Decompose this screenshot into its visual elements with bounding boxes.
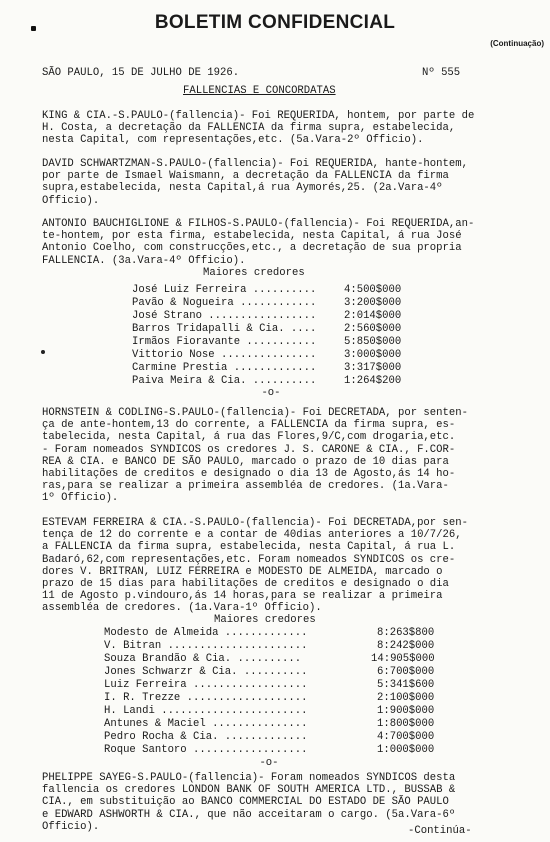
page-title: BOLETIM CONFIDENCIAL [154,12,396,33]
entry-line: Badaró,62,com representações,etc. Foram nomeados SYNDICOS os cre- [42,553,456,566]
entry-estevam-ferreira [42,517,542,615]
creditor-name: Modesto de Almeida ............. [104,627,308,639]
creditor-amount: 5:341$600 [377,679,435,691]
creditor-amount: 8:263$800 [377,627,435,639]
entry-line: ça de ante-hontem,13 do corrente, a FALLENCIA da firma supra, es- [42,419,456,432]
creditor-name: H. Landi ....................... [104,705,308,717]
section-separator: -o- [261,387,281,399]
entry-line: HORNSTEIN & CODLING-S.PAULO-(fallencia)- Foi DECRETADA, por senten- [42,407,468,419]
entry-hornstein-codling [42,407,542,505]
creditor-name: Vittorio Nose ............... [132,349,317,361]
creditor-name: Souza Brandão & Cia. .......... [104,653,302,665]
entry-phelippe-sayeg [42,772,542,833]
entry-line: 1º Officio). [42,492,119,505]
creditor-name: V. Bitran ...................... [104,640,308,652]
section-heading: FALLENCIAS E CONCORDATAS [183,85,336,97]
entry-line: Officio). [42,820,100,833]
entry-king-cia [42,110,542,147]
creditor-amount: 3:200$000 [344,297,402,309]
continues-note: -Continúa- [408,825,472,837]
creditor-name: José Luiz Ferreira .......... [132,284,317,296]
entry-line: fallencia os credores LONDON BANK OF SOUTH AMERICA LTD., BUSSAB & [42,784,456,797]
creditor-name: Luiz Ferreira .................. [104,679,308,691]
creditor-amount: 8:242$000 [377,640,435,652]
bulletin-number: Nº 555 [422,67,461,79]
creditor-amount: 4:500$000 [344,284,402,296]
creditor-name: Pavão & Nogueira ............ [132,297,317,309]
entry-line: - Foram nomeados SYNDICOS os credores J. S. CARONE & CIA., F.COR- [42,443,456,456]
creditor-amount: 1:800$000 [377,718,435,730]
entry-line: supra,estabelecida, nesta Capital,á rua Aymorés,25. (2a.Vara-4º [42,182,443,195]
entry-line: FALLENCIA. (3a.Vara-4º Officio). [42,254,246,267]
entry-line: dores V. BRITRAN, LUIZ FERREIRA e MODESTO DE ALMEIDA, marcado o [42,565,443,578]
ink-dot [41,350,45,354]
creditor-amount: 2:100$000 [377,692,435,704]
entry-line: a FALLENCIA da firma supra, estabelecida, nesta Capital, á rua L. [42,541,456,554]
creditors-heading: Maiores credores [203,267,305,279]
creditor-name: Roque Santoro .................. [104,744,308,756]
entry-line: 11 de Agosto p.vindouro,ás 14 horas,para se realizar a primeira [42,590,443,603]
creditor-amount: 2:014$000 [344,310,402,322]
entry-line: por parte de Ismael Waismann, a decretação da FALLENCIA da firma [42,170,449,183]
creditor-name: Barros Tridapalli & Cia. .... [132,323,317,335]
creditor-name: Carmine Prestia ............. [132,362,317,374]
entry-line: tença de 12 do corrente e a contar de 40dias anteriores a 10/7/26, [42,529,462,542]
section-separator: -o- [259,757,279,769]
entry-line: PHELIPPE SAYEG-S.PAULO-(fallencia)- Foram nomeados SYNDICOS desta [42,772,456,784]
creditor-name: José Strano ................. [132,310,317,322]
creditor-amount: 14:905$000 [371,653,435,665]
entry-line: habilitações de creditos e designado o dia 13 de Agosto,ás 14 ho- [42,468,456,481]
entry-line: KING & CIA.-S.PAULO-(fallencia)- Foi REQUERIDA, hontem, por parte de [42,110,475,122]
entry-line: prazo de 15 dias para habilitações de creditos e designado o dia [42,578,449,591]
creditor-name: Antunes & Maciel ............... [104,718,308,730]
entry-line: Antonio Coelho, com construcções,etc., a decretação de sua propria [42,242,462,255]
entry-line: ras,para se realizar a primeira assembléa de credores. (1a.Vara- [42,480,449,493]
creditor-amount: 4:700$000 [377,731,435,743]
creditor-name: Pedro Rocha & Cia. ............. [104,731,308,743]
creditor-amount: 3:317$000 [344,362,402,374]
entry-line: REA & CIA. e BANCO DE SÃO PAULO, marcado o prazo de 10 dias para [42,455,449,468]
creditor-amount: 3:000$000 [344,349,402,361]
creditor-amount: 5:850$000 [344,336,402,348]
continuation-note: (Continuação) [490,39,544,48]
creditors-heading: Maiores credores [214,614,316,626]
entry-line: DAVID SCHWARTZMAN-S.PAULO-(fallencia)- Foi REQUERIDA, hante-hontem, [42,158,468,170]
entry-line: ESTEVAM FERREIRA & CIA.-S.PAULO-(fallencia)- Foi DECRETADA,por sen- [42,517,468,529]
entry-line: Officio). [42,194,100,207]
creditor-name: Paiva Meira & Cia. .......... [132,375,317,387]
creditor-amount: 2:560$000 [344,323,402,335]
entry-line: te-hontem, por esta firma, estabelecida, nesta Capital, á rua José [42,230,462,243]
entry-line: ANTONIO BAUCHIGLIONE & FILHOS-S.PAULO-(fallencia)- Foi REQUERIDA,an- [42,218,475,230]
creditor-name: Irmãos Fioravante ........... [132,336,317,348]
entry-line: tabelecida, nesta Capital, á rua das Flores,9/C,com drogaria,etc. [42,431,456,444]
creditor-amount: 1:264$200 [344,375,402,387]
creditor-amount: 1:900$000 [377,705,435,717]
entry-line: H. Costa, a decretação da FALLENCIA da firma supra, estabelecida, [42,122,456,135]
creditor-amount: 1:000$000 [377,744,435,756]
entry-line: assembléa de credores. (1a.Vara-1º Officio). [42,602,322,615]
creditor-amount: 6:700$000 [377,666,435,678]
date-line: SÃO PAULO, 15 DE JULHO DE 1926. [42,67,240,79]
entry-line: CIA., em substituição ao BANCO COMMERCIAL DO ESTADO DE SÃO PAULO [42,796,449,809]
creditor-name: I. R. Trezze ................... [104,692,308,704]
entry-david-schwartzman [42,158,542,207]
entry-line: nesta Capital, com representações,etc. (5a.Vara-2º Officio). [42,134,424,147]
entry-antonio-bauchiglione [42,218,542,267]
creditor-name: Jones Schwarzr & Cia. .......... [104,666,308,678]
entry-line: e EDWARD ASHWORTH & CIA., que não acceitaram o cargo. (5a.Vara-6º [42,808,456,821]
